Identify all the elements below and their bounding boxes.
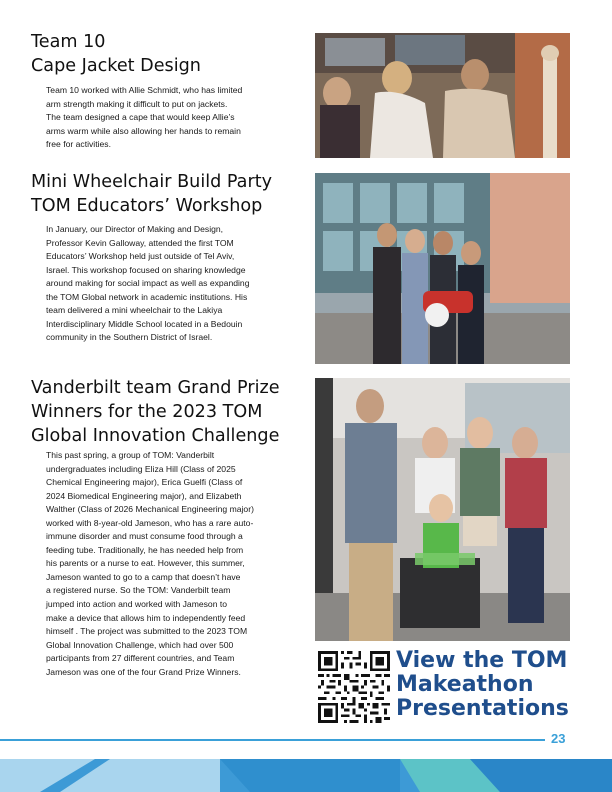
section-2-body — [46, 223, 306, 345]
body-line: his parents or a nurse to eat. However, this summer, — [46, 558, 245, 569]
body-line: arms warm while also allowing her hands to remain — [46, 125, 241, 136]
body-line: the TOM Global network in academic institutions. His — [46, 291, 248, 302]
body-line: free for activities. — [46, 139, 111, 150]
body-line: Israel. This workshop focused on sharing knowledge — [46, 264, 246, 275]
section-3-title — [31, 376, 280, 448]
section-2-title — [31, 170, 272, 218]
body-line: Interdisciplinary Middle School located in a Bedouin — [46, 318, 243, 329]
body-line: Team 10 worked with Allie Schmidt, who has limited — [46, 85, 243, 95]
body-line: feeding tube. Traditionally, he has needed help from — [46, 544, 244, 555]
body-line: himself . The project was submitted to the 2023 TOM — [46, 626, 248, 637]
body-line: This past spring, a group of TOM: Vanderbilt — [46, 450, 215, 460]
body-line: around making for social impact as well as expanding — [46, 278, 250, 289]
body-line: undergraduates including Eliza Hill (Class of 2025 — [46, 463, 236, 474]
section-3-title-line: Global Innovation Challenge — [31, 426, 280, 446]
grand-prize-team-photo — [315, 378, 570, 641]
body-line: jumped into action and worked with Jameson to — [46, 599, 228, 610]
section-1-title — [31, 30, 201, 78]
body-line: community in the Southern District of Israel. — [46, 332, 213, 343]
body-line: 2024 Biomedical Engineering major), and Elizabeth — [46, 490, 242, 501]
body-line: participants from 27 different countries, and Team — [46, 653, 235, 664]
body-line: Professor Kevin Galloway, attended the first TOM — [46, 237, 234, 248]
body-line: immune disorder and must consume food through a — [46, 531, 243, 542]
body-line: arm strength making it difficult to put on jackets. — [46, 98, 228, 109]
qr-code-icon[interactable] — [318, 651, 390, 723]
body-line: Global Innovation Challenge, which had over 500 — [46, 639, 234, 650]
page-number: 23 — [551, 731, 566, 746]
body-line: The team designed a cape that would keep Allie’s — [46, 112, 235, 123]
body-line: In January, our Director of Making and Design, — [46, 224, 224, 234]
section-3-title-line: Vanderbilt team Grand Prize — [31, 378, 280, 398]
wheelchair-workshop-photo — [315, 173, 570, 364]
section-2-title-line: TOM Educators’ Workshop — [31, 196, 263, 216]
section-2-title-line: Mini Wheelchair Build Party — [31, 172, 273, 192]
section-1-body — [46, 84, 306, 152]
body-line: worked with 8-year-old Jameson, who has a rare auto- — [46, 517, 254, 528]
cta-line: Presentations — [396, 696, 569, 721]
body-line: Chemical Engineering major), Erica Guelfi (Class of — [46, 477, 243, 488]
body-line: Jameson wanted to go to a camp that doesn’t have — [46, 571, 241, 582]
cape-fitting-photo — [315, 33, 570, 158]
body-line: Walther (Class of 2026 Mechanical Engineering major) — [46, 504, 254, 515]
section-3-title-line: Winners for the 2023 TOM — [31, 402, 263, 422]
section-1-title-line: Cape Jacket Design — [31, 56, 201, 76]
section-3-body — [46, 449, 306, 679]
cta-line: Makeathon — [396, 672, 534, 697]
body-line: Jameson was one of the four Grand Prize Winners. — [46, 666, 241, 677]
body-line: Educators’ Workshop held just outside of Tel Aviv, — [46, 251, 235, 262]
cta-line: View the TOM — [396, 648, 568, 673]
makeathon-presentations-link[interactable] — [396, 649, 569, 721]
body-line: make a device that allows him to independently feed — [46, 612, 246, 623]
body-line: a registered nurse. So the TOM: Vanderbilt team — [46, 585, 231, 596]
footer-banner — [0, 759, 612, 792]
section-1-title-line: Team 10 — [31, 32, 106, 52]
body-line: team delivered a mini wheelchair to the Lakiya — [46, 305, 223, 316]
footer-divider — [0, 739, 545, 741]
